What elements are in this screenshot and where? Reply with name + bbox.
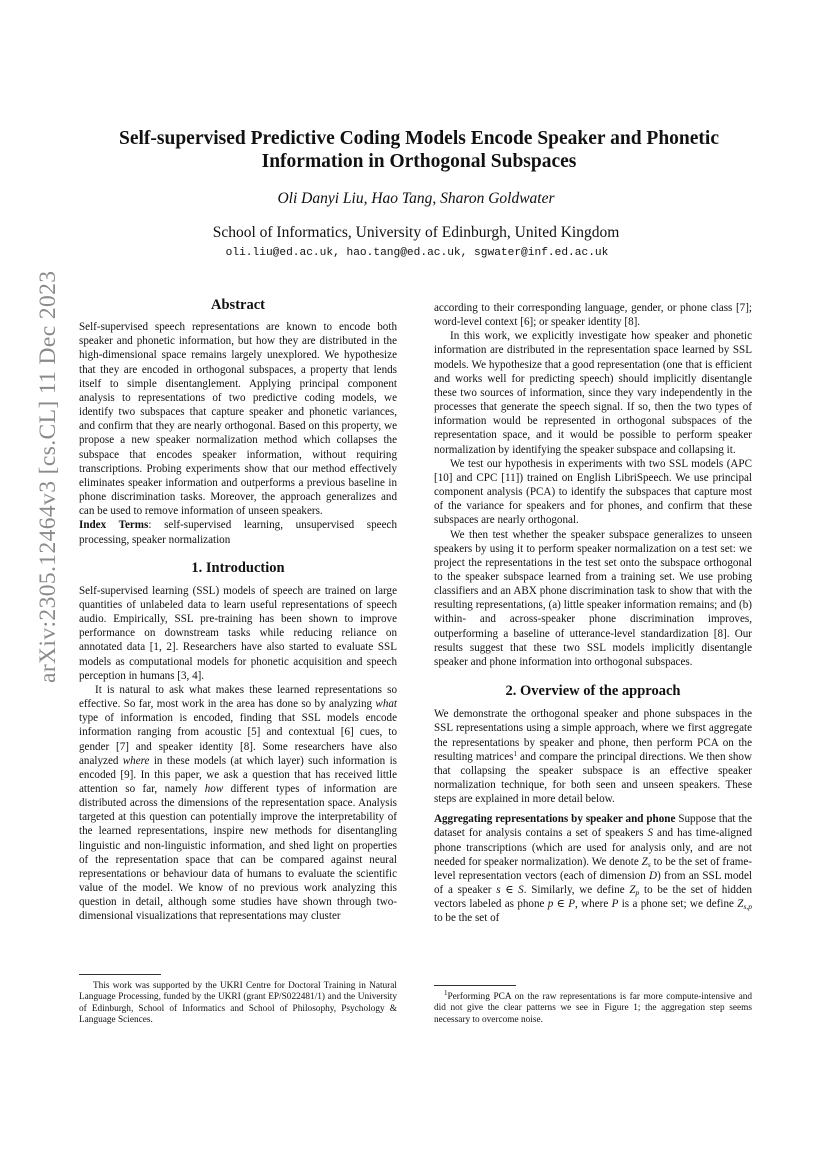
intro-paragraph-1: Self-supervised learning (SSL) models of speech are trained on large quantities of unlabeled data to learn useful representations of speech audio. Empirically, SSL pre-training has been shown to improve performance on downstream tasks while reducing reliance on annotated data [1, 2]. Researchers have also started to evaluate SSL models as computational models for phonetic acquisition and speech perception in humans [3, 4]. — [79, 584, 397, 682]
ov-p2-a: Suppose that the dataset for analysis contains a set of speakers — [434, 813, 753, 840]
authors: Oli Danyi Liu, Hao Tang, Sharon Goldwater — [277, 190, 555, 207]
overview-heading: 2. Overview of the approach — [505, 683, 681, 700]
overview-p1-text-a: We demonstrate the orthogonal speaker and phone subspaces in the SSL representations using a simple approach, where we first aggregate the representations by speaker and phone, then perform PCA on the resulting matrices — [434, 708, 752, 763]
ov-p2-c: to be the set of frame-level representation vectors (each of dimension — [434, 855, 752, 882]
ov-p2-e: . Similarly, we define — [523, 884, 630, 897]
intro-p2-emph-how: how — [204, 783, 224, 795]
arxiv-identifier: arXiv:2305.12464v3 [cs.CL] 11 Dec 2023 — [35, 270, 61, 683]
overview-paragraph-2 — [434, 812, 752, 925]
affiliation: School of Informatics, University of Edinburgh, United Kingdom — [212, 224, 620, 241]
index-terms — [79, 518, 397, 546]
right-footnote-block — [434, 985, 752, 1026]
math-P: P — [611, 898, 619, 911]
ov-p2-b: and has time-aligned phone transcriptions (which are used for analysis only, and are not needed for speaker normalization). We denote — [434, 827, 752, 868]
footnote-number: 1 — [444, 989, 448, 997]
right-paragraph-3: We test our hypothesis in experiments with two SSL models (APC [10] and CPC [11]) trained on English LibriSpeech. We use principal component analysis (PCA) to identify the subspaces that capture most of the variance for speakers and for phones, and confirm that these subspaces are nearly orthogonal. — [434, 457, 752, 527]
left-column — [79, 298, 397, 924]
pca-footnote-text: Performing PCA on the raw representations is far more compute-intensive and did not give the clear patterns we see in Figure 1; the aggregation step seems necessary to overcome noise. — [434, 992, 752, 1025]
right-column — [434, 301, 752, 926]
math-Zp: Z — [629, 884, 636, 897]
paper-title — [90, 127, 748, 173]
intro-p2-text-a: It is natural to ask what makes these learned representations so effective. So far, most work in the area has done so by analyzing — [79, 683, 397, 711]
math-D: D — [649, 869, 658, 882]
intro-p2-text-c: in these models (at which layer) such information is encoded [9]. In this paper, we ask a question that has received little attention so far, namely — [79, 754, 397, 795]
ov-p2-h: is a phone set; we define — [618, 898, 738, 911]
math-s-in-S: s ∈ S — [496, 884, 524, 897]
intro-p2-emph-what: what — [375, 698, 397, 711]
right-paragraph-4: We then test whether the speaker subspace generalizes to unseen speakers by using it to perform speaker normalization on a test set: we project the representations in the test set onto the subspace orthogonal to the speaker subspace learned from a training set. We use probing classifiers and an ABX phone discrimination task to show that with the resulting representations, (a) little speaker information remains; and (b) within- and across-speaker phone discrimination improves, outperforming a baseline of utterance-level standardization [8]. Our results suggest that these two SSL models implicitly disentangle speaker and phone information into orthogonal subspaces. — [434, 528, 752, 668]
ov-p2-g: , where — [575, 898, 612, 911]
footnote-rule — [79, 974, 161, 975]
right-paragraph-1: according to their corresponding language, gender, or phone class [7]; word-level context [6]; or speaker identity [8]. — [434, 302, 752, 329]
math-p-in-P: p ∈ P — [547, 898, 576, 911]
math-Zsp: Z — [737, 898, 744, 911]
pca-footnote — [434, 989, 752, 1026]
left-footnote-block — [79, 974, 397, 1027]
funding-footnote: This work was supported by the UKRI Centre for Doctoral Training in Natural Language Processing, funded by the UKRI (grant EP/S022481/1) and the University of Edinburgh, School of Informatics and School of Philosophy, Psychology & Language Sciences. — [79, 981, 397, 1026]
abstract-heading: Abstract — [211, 297, 265, 313]
ov-p2-f: to be the set of hidden vectors labeled as phone — [434, 884, 752, 911]
intro-paragraph-2 — [79, 683, 397, 924]
math-sub-p: p — [635, 888, 640, 898]
math-S: S — [647, 827, 653, 840]
intro-p2-text-b: type of information is encoded, finding that SSL models encode information ranging from acoustic [5] and contextual [6] cues, to gender [7] and speaker identity [8]. Some researchers have also analyzed — [79, 712, 397, 767]
math-sub-s: s — [647, 859, 651, 869]
emails: oli.liu@ed.ac.uk, hao.tang@ed.ac.uk, sgwater@inf.ed.ac.uk — [225, 247, 609, 259]
overview-p1-text-b: and compare the principal directions. We then show that collapsing the speaker subspace is an effective speaker normalization technique, for both seen and unseen speakers. These steps are explained in more detail below. — [434, 750, 752, 806]
overview-paragraph-1 — [434, 707, 752, 806]
ov-p2-i: to be the set of — [434, 912, 500, 925]
index-terms-label: Index Terms — [79, 519, 149, 532]
intro-heading: 1. Introduction — [191, 559, 285, 576]
intro-p2-text-d: different types of information are distributed across the dimensions of the representation space. Analysis targeted at this question can potentially improve the interpretability of the learned representations, inspire new methods for disentangling linguistic and non-linguistic information, and shed light on properties of the representation space that can be compared against neural representations or behaviour data of humans to evaluate the scientific value of the model. We know of no previous work analyzing this question in detail, although some studies have shown through two-dimensional visualizations that representations may cluster — [79, 783, 397, 923]
title-line-1: Self-supervised Predictive Coding Models Encode Speaker and Phonetic — [119, 128, 719, 149]
math-Zs: Z — [641, 855, 648, 868]
paragraph-heading: Aggregating representations by speaker and phone — [434, 813, 676, 826]
footnote-rule — [434, 985, 516, 986]
right-paragraph-2: In this work, we explicitly investigate how speaker and phonetic information are distributed in the representation space learned by SSL models. We hypothesize that a good representation (one that is efficient and works well for predicting speech) should implicitly disentangle these two sources of information, since they vary independently in the processes that generate the speech signal. If so, then the two types of information would be represented in orthogonal subspaces of the representation space, and it would be possible to perform speaker normalization by identifying the speaker subspace and collapsing it. — [434, 330, 752, 456]
intro-p2-emph-where: where — [122, 754, 150, 767]
footnote-mark: 1 — [513, 749, 517, 758]
ov-p2-d: ) from an SSL model of a speaker — [434, 869, 752, 897]
title-line-2: Information in Orthogonal Subspaces — [261, 151, 577, 172]
index-terms-text: : self-supervised learning, unsupervised speech processing, speaker normalization — [79, 519, 397, 546]
math-sub-sp: s,p — [743, 902, 752, 912]
abstract-text: Self-supervised speech representations are known to encode both speaker and phonetic information, but how they are distributed in the high-dimensional space remains largely unexplored. We hypothesize that they are encoded in orthogonal subspaces, a property that lends itself to simple disentanglement. Applying principal component analysis to representations of two predictive coding models, we identify two subspaces that capture speaker and phonetic variances, and confirm that they are nearly orthogonal. Based on this property, we propose a new speaker normalization method which collapses the subspace that encodes speaker information, without requiring transcriptions. Probing experiments show that our method effectively eliminates speaker information and outperforms a previous baseline in phone discrimination tasks. Moreover, the approach generalizes and can be used to remove information of unseen speakers. — [79, 321, 397, 518]
